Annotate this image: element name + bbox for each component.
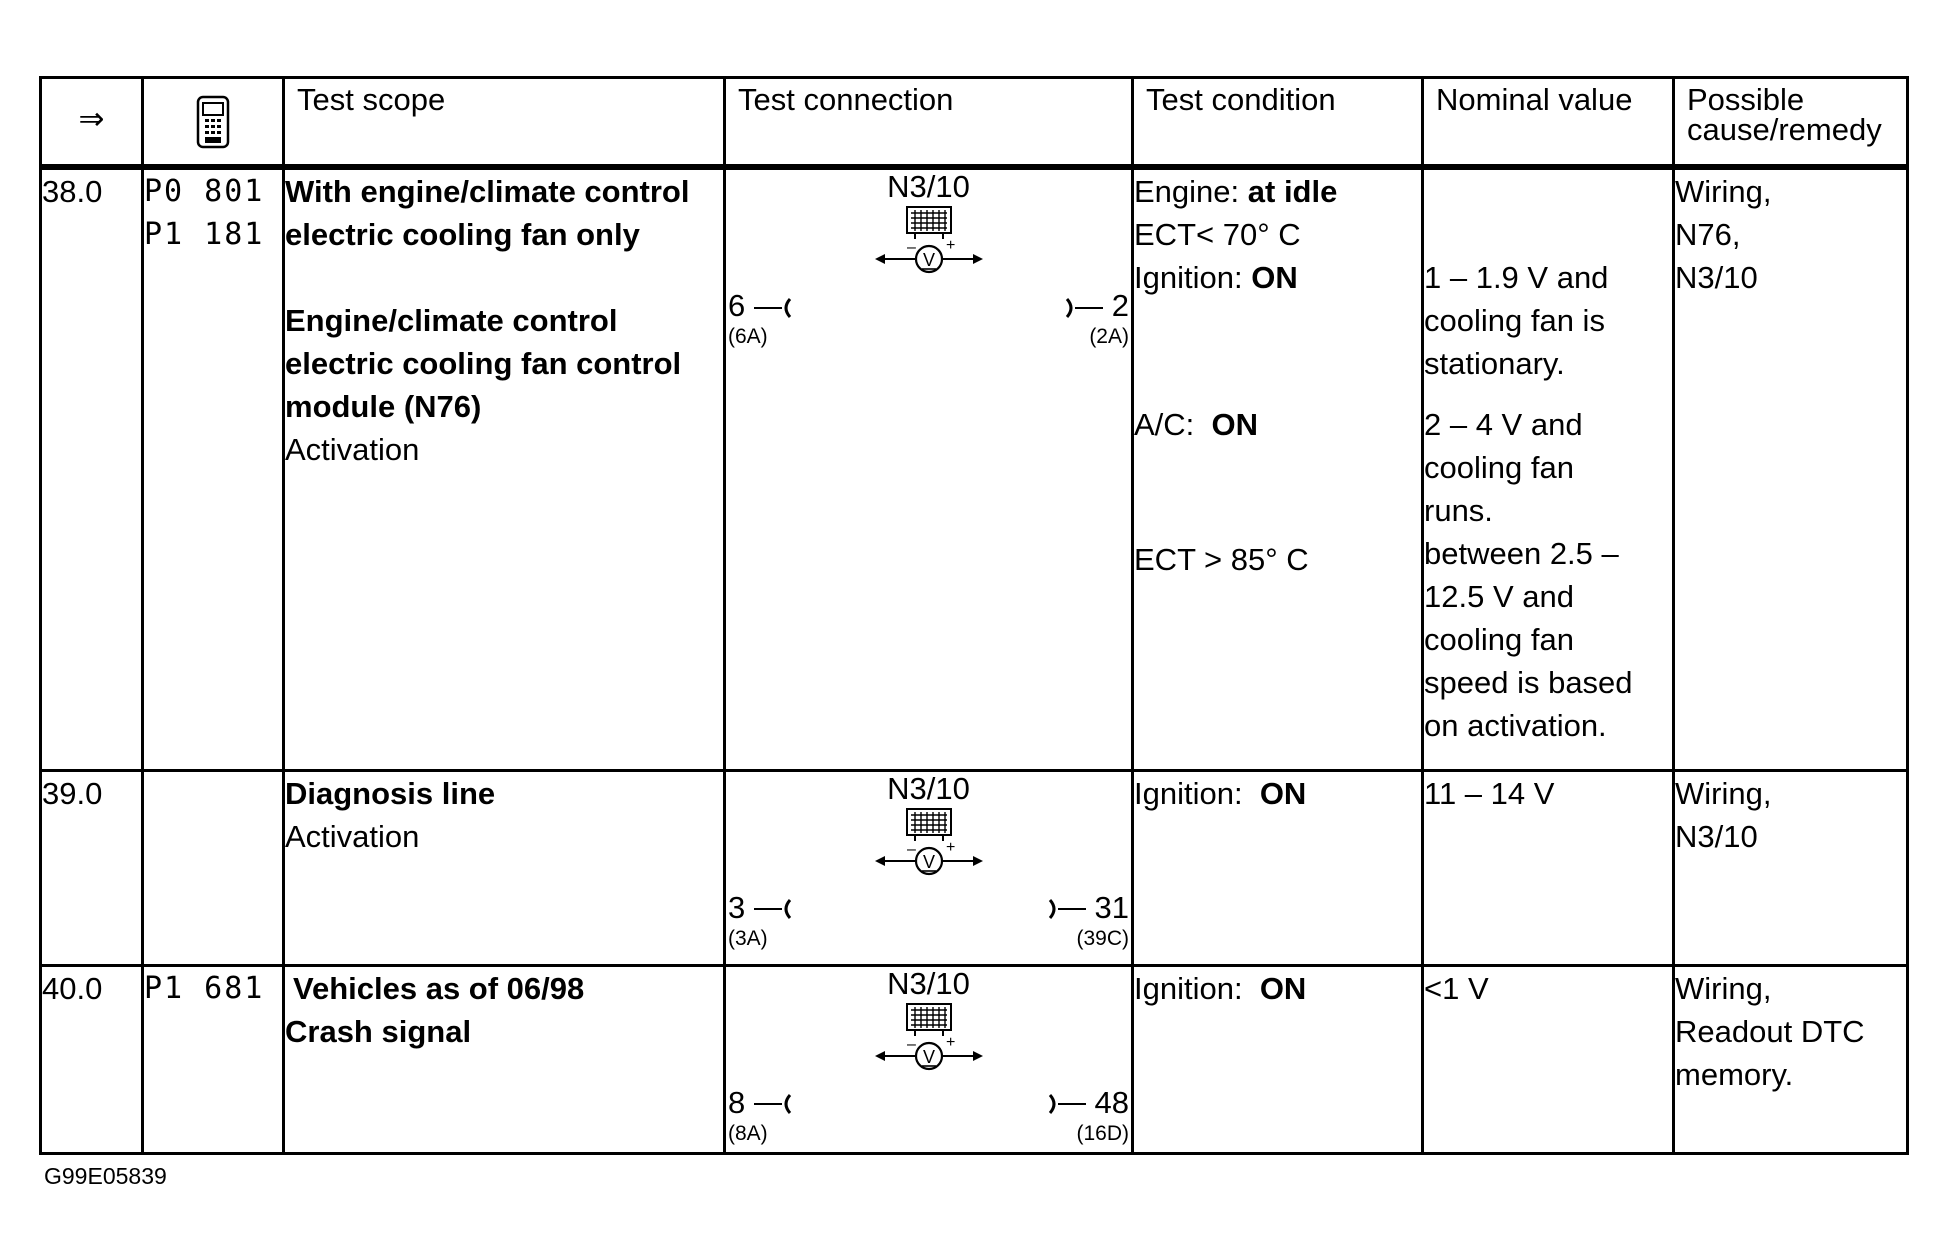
nominal-line: stationary. [1424,346,1565,381]
module-label: N3/10 [887,770,970,806]
pin-row [726,886,1131,926]
hand-held-tester-icon [143,78,284,168]
scope-line: module (N76) [285,389,482,424]
socket-left: (8A) [728,1121,768,1145]
module-label: N3/10 [887,965,970,1001]
header-row [41,78,1908,168]
header-test-connection: Test connection [725,78,1133,168]
socket-left: (3A) [728,926,768,950]
scope-line: Engine/climate control [285,303,618,338]
header-possible-cause [1674,78,1908,168]
socket-right: (16D) [1076,1121,1129,1145]
scope-line: Diagnosis line [285,775,496,811]
svg-text:V: V [922,250,935,270]
pin-left: 6 [728,284,794,327]
svg-text:+: + [945,237,955,254]
nominal-value: <1 V [1423,965,1674,1153]
condition-line: Ignition: ON [1134,970,1307,1006]
remedy-line: N3/10 [1675,818,1758,854]
voltmeter-connection-diagram [869,1001,989,1079]
svg-text:V: V [922,851,935,872]
pin-right: 31 [1046,886,1129,929]
svg-text:–: – [906,1035,916,1053]
remedy-line: Readout DTC [1675,1013,1865,1049]
possible-cause [1674,167,1908,770]
condition-line: ECT< 70° C [1134,217,1301,252]
condition-line: ECT > 85° C [1134,542,1309,577]
scope-line: Activation [285,818,420,854]
condition-line: Engine: at idle [1134,174,1338,209]
dtc-codes [143,167,284,770]
step-number: 40.0 [41,965,143,1153]
nominal-line: cooling fan is [1424,303,1605,338]
test-connection [725,770,1133,965]
pin-row [726,284,1131,324]
test-connection [725,167,1133,770]
scope-line: electric cooling fan control [285,346,682,381]
nominal-line: runs. [1424,493,1493,528]
socket-row [726,324,1131,350]
pin-right: 48 [1046,1081,1129,1124]
nominal-line: cooling fan [1424,622,1574,657]
condition-line: Ignition: ON [1134,260,1298,295]
pin-left: 8 [728,1081,794,1124]
test-condition [1133,167,1423,770]
test-scope [284,167,725,770]
possible-cause [1674,965,1908,1153]
voltmeter-connection-diagram [869,806,989,884]
header-nominal-value: Nominal value [1423,78,1674,168]
dtc-codes [143,770,284,965]
dtc-code: P0 801 [144,174,265,209]
pin-row [726,1081,1131,1121]
condition-line: Ignition: ON [1134,775,1307,811]
svg-text:–: – [906,239,916,256]
test-scope [284,965,725,1153]
remedy-line: memory. [1675,1056,1794,1092]
header-test-condition: Test condition [1133,78,1423,168]
remedy-line: N76, [1675,217,1741,252]
test-condition [1133,965,1423,1153]
svg-text:–: – [906,840,916,858]
arrow-icon: ⇒ [41,78,143,168]
socket-right: (39C) [1076,926,1129,950]
scope-line: Activation [285,432,420,467]
nominal-line: 1 – 1.9 V and [1424,260,1609,295]
header-possible-cause-line1: Possible [1687,82,1805,117]
figure-reference: G99E05839 [44,1163,167,1189]
pin-left: 3 [728,886,794,929]
test-table [39,76,1909,1155]
nominal-value: 11 – 14 V [1423,770,1674,965]
step-number: 38.0 [41,167,143,770]
socket-left: (6A) [728,325,768,348]
pin-right: 2 [1063,284,1129,327]
remedy-line: Wiring, [1675,970,1772,1006]
nominal-line: speed is based [1424,665,1633,700]
nominal-value [1423,167,1674,770]
table-row [41,167,1908,770]
remedy-line: N3/10 [1675,260,1758,295]
dtc-codes [143,965,284,1153]
scope-line: With engine/climate control [285,174,690,209]
test-scope [284,770,725,965]
condition-line: A/C: ON [1134,407,1259,442]
svg-text:+: + [945,1033,955,1051]
header-test-scope: Test scope [284,78,725,168]
remedy-line: Wiring, [1675,775,1772,811]
scope-line: electric cooling fan only [285,217,640,252]
nominal-line: between 2.5 – [1424,536,1619,571]
voltmeter-connection-diagram [869,204,989,282]
socket-row [726,926,1131,952]
possible-cause [1674,770,1908,965]
table-row [41,770,1908,965]
header-possible-cause-line2: cause/remedy [1687,112,1882,147]
nominal-line: 12.5 V and [1424,579,1574,614]
dtc-code: P1 681 [144,970,265,1006]
nominal-line: cooling fan [1424,450,1574,485]
remedy-line: Wiring, [1675,174,1772,209]
nominal-line: on activation. [1424,708,1607,743]
test-connection [725,965,1133,1153]
scope-line: Vehicles as of 06/98 [293,970,585,1006]
socket-row [726,1121,1131,1147]
module-label: N3/10 [887,169,970,204]
step-number: 39.0 [41,770,143,965]
dtc-code: P1 181 [144,217,265,252]
scope-line: Crash signal [285,1013,472,1049]
svg-text:+: + [945,838,955,856]
table-row [41,965,1908,1153]
test-condition [1133,770,1423,965]
nominal-line: 2 – 4 V and [1424,407,1583,442]
socket-right: (2A) [1089,325,1129,348]
svg-text:V: V [922,1046,935,1067]
